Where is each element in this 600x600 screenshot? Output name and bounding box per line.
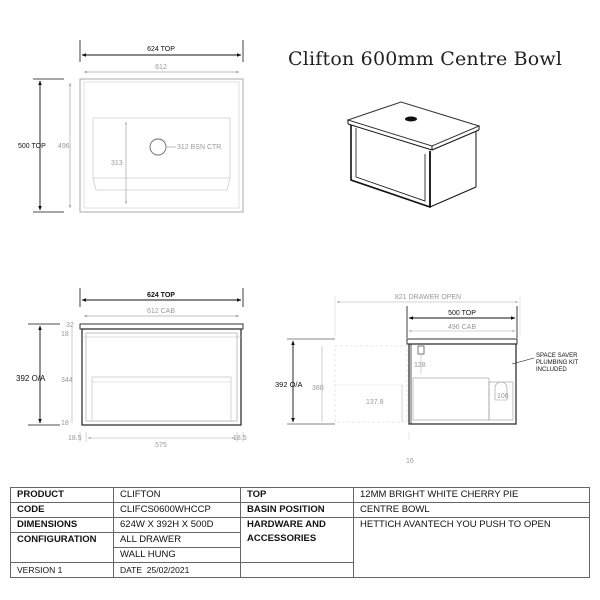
front-inner-width: 575	[155, 442, 167, 449]
plan-inner-width: 612	[155, 64, 167, 71]
side-drawer-open: 821 DRAWER OPEN	[394, 294, 462, 301]
spec-date	[114, 563, 241, 578]
spec-label: TOP	[241, 488, 354, 503]
spec-label: HARDWARE AND	[247, 519, 326, 530]
front-overall-height: 392 O/A	[16, 374, 46, 383]
spec-table	[10, 487, 590, 578]
side-waste-height: 128	[414, 362, 426, 369]
spec-value: 624W X 392H X 500D	[114, 518, 241, 533]
spec-value: 12MM BRIGHT WHITE CHERRY PIE	[354, 488, 590, 503]
spec-date-label: DATE	[120, 565, 143, 575]
spec-row-product	[11, 488, 590, 503]
front-side-left: 18.5	[68, 435, 82, 442]
spec-value: CLIFTON	[114, 488, 241, 503]
plumbing-note-line-3: INCLUDED	[536, 367, 567, 373]
side-drawer-inner: 137.8	[366, 399, 384, 406]
spec-value: WALL HUNG	[114, 548, 241, 563]
side-plumbing-recess: 106	[497, 393, 509, 400]
side-cab-depth: 496 CAB	[447, 324, 477, 331]
spec-value: ALL DRAWER	[114, 533, 241, 548]
spec-label: CONFIGURATION	[11, 533, 114, 563]
side-bottom-offset: 16	[406, 458, 414, 465]
spec-empty	[241, 563, 354, 578]
spec-label: BASIN POSITION	[241, 503, 354, 518]
front-cab-width: 612 CAB	[146, 308, 176, 315]
front-side-right: 18.5	[233, 435, 247, 442]
plan-basin-offset: 313	[111, 160, 123, 167]
side-top-depth: 500 TOP	[448, 310, 476, 317]
front-top-thickness: 32	[66, 322, 74, 329]
spec-label-hardware	[241, 518, 354, 563]
side-inner-height: 380	[312, 385, 324, 392]
spec-label: DIMENSIONS	[11, 518, 114, 533]
spec-label: PRODUCT	[11, 488, 114, 503]
front-drawer-gap: 18	[61, 331, 69, 338]
front-drawer-height: 344	[61, 377, 73, 384]
plan-top-depth: 500 TOP	[18, 143, 46, 150]
plan-top-width: 624 TOP	[147, 46, 175, 53]
spec-label: CODE	[11, 503, 114, 518]
plan-inner-depth: 496	[58, 143, 70, 150]
drawing-title: Clifton 600mm Centre Bowl	[288, 48, 563, 70]
spec-date-value: 25/02/2021	[146, 565, 190, 575]
front-top-width: 624 TOP	[147, 292, 175, 299]
plumbing-note-line-1: SPACE SAVER	[536, 353, 578, 359]
front-view	[16, 288, 247, 449]
side-overall-height: 392 O/A	[275, 380, 303, 389]
spec-label: ACCESSORIES	[247, 533, 317, 544]
plan-basin-centre: 312 BSN CTR	[177, 144, 222, 151]
spec-row-dimensions	[11, 518, 590, 533]
spec-row-code	[11, 503, 590, 518]
plan-view	[18, 40, 243, 212]
plumbing-note-line-2: PLUMBING KIT	[536, 360, 579, 366]
side-view	[275, 294, 579, 465]
front-plinth: 18	[61, 420, 69, 427]
spec-value: CENTRE BOWL	[354, 503, 590, 518]
spec-value: CLIFCS0600WHCCP	[114, 503, 241, 518]
spec-version: VERSION 1	[11, 563, 114, 578]
isometric-view	[348, 102, 479, 207]
spec-value: HETTICH AVANTECH YOU PUSH TO OPEN	[354, 518, 590, 578]
